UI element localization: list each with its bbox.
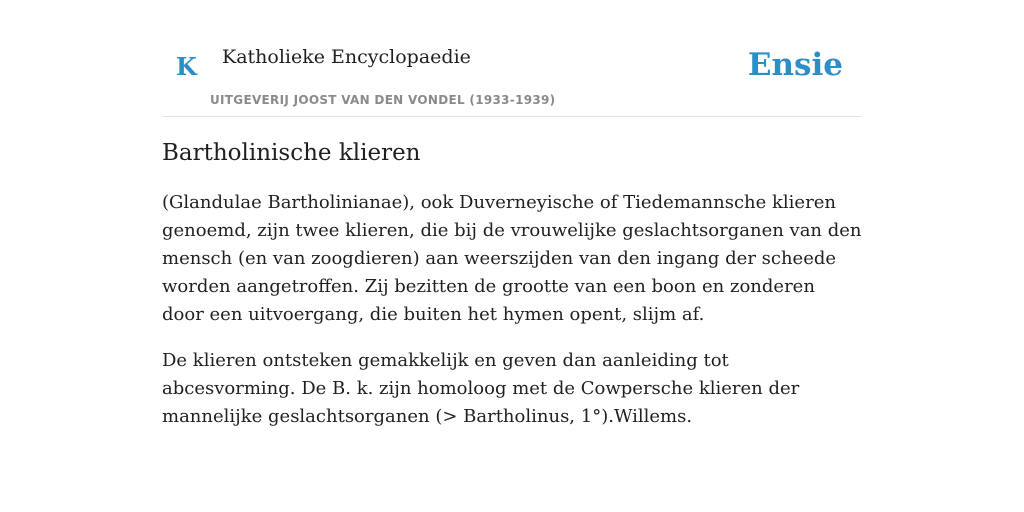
publication-title-link[interactable]: Katholieke Encyclopaedie: [222, 46, 471, 68]
article-paragraph: De klieren ontsteken gemakkelijk en geven dan aanleiding tot abcesvorming. De B. k. zijn homoloog met de Cowpersche klieren der mannelijke geslachtsorganen (> Bartholinus, 1°).Willems.: [162, 350, 800, 428]
publication-logo[interactable]: K: [176, 52, 197, 81]
article-title: Bartholinische klieren: [162, 140, 421, 166]
article-paragraph: (Glandulae Bartholinianae), ook Duverneyische of Tiedemannsche klieren genoemd, zijn twee klieren, die bij de vrouwelijke geslachtsorganen van den mensch (en van zoogdieren) aan weerszijden van den ingang der scheede worden aangetroffen. Zij bezitten de grootte van een boon en zonderen door een uitvoergang, die buiten het hymen opent, slijm af.: [162, 192, 862, 326]
publisher-label: UITGEVERIJ JOOST VAN DEN VONDEL (1933-1939): [210, 93, 556, 107]
page-header: [162, 36, 862, 117]
ensie-brand-link[interactable]: Ensie: [747, 47, 843, 83]
article: [162, 138, 862, 431]
